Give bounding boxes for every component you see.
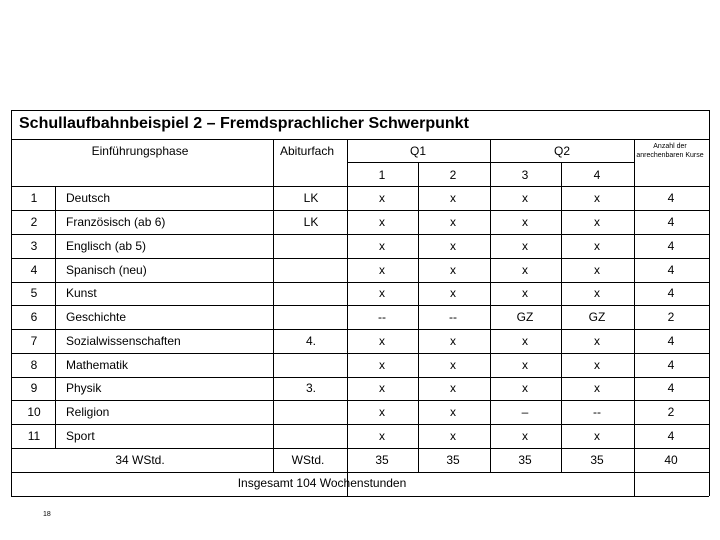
row-separator bbox=[11, 210, 709, 211]
semester-2-value: x bbox=[450, 334, 456, 348]
table-border-bottom bbox=[11, 496, 709, 497]
semester-3-value: x bbox=[522, 191, 528, 205]
header-abiturfach: Abiturfach bbox=[279, 144, 335, 158]
semester-3-value: x bbox=[522, 215, 528, 229]
semester-3-value: x bbox=[522, 286, 528, 300]
row-number: 10 bbox=[27, 405, 41, 419]
semester-2-value: x bbox=[450, 358, 456, 372]
abiturfach-value: LK bbox=[303, 191, 319, 205]
semester-1-value: x bbox=[379, 286, 385, 300]
subject-name: Sport bbox=[66, 429, 95, 443]
header-anzahl: Anzahl der anrechenbaren Kurse bbox=[636, 143, 704, 159]
subject-name: Physik bbox=[66, 381, 102, 395]
title-separator bbox=[11, 139, 709, 140]
footer-total: Insgesamt 104 Wochenstunden bbox=[237, 476, 407, 490]
semester-2-value: -- bbox=[449, 310, 457, 324]
semester-4-value: x bbox=[594, 191, 600, 205]
semester-4-value: x bbox=[594, 239, 600, 253]
row-separator bbox=[11, 424, 709, 425]
row-number: 7 bbox=[30, 334, 38, 348]
semester-1-value: x bbox=[379, 405, 385, 419]
semester-3-value: x bbox=[522, 429, 528, 443]
page-title: Schullaufbahnbeispiel 2 – Fremdsprachlicher Schwerpunkt bbox=[19, 115, 469, 132]
semester-2-value: x bbox=[450, 215, 456, 229]
semester-1-value: -- bbox=[378, 310, 386, 324]
abiturfach-value: LK bbox=[303, 215, 319, 229]
row-separator bbox=[11, 353, 709, 354]
subject-name: Sozialwissenschaften bbox=[66, 334, 181, 348]
semester-1-value: x bbox=[379, 358, 385, 372]
anzahl-value: 4 bbox=[667, 239, 675, 253]
row-number: 5 bbox=[30, 286, 38, 300]
row-separator bbox=[11, 258, 709, 259]
subject-name: Religion bbox=[66, 405, 110, 419]
anzahl-value: 4 bbox=[667, 191, 675, 205]
semester-4-value: GZ bbox=[588, 310, 606, 324]
anzahl-value: 4 bbox=[667, 215, 675, 229]
total-semester-2: 35 bbox=[446, 453, 460, 467]
subject-name: Spanisch (neu) bbox=[66, 263, 147, 277]
anzahl-value: 2 bbox=[667, 405, 675, 419]
anzahl-value: 2 bbox=[667, 310, 675, 324]
table-border-right bbox=[709, 110, 710, 496]
row-separator bbox=[11, 472, 709, 473]
row-number: 2 bbox=[30, 215, 38, 229]
total-anzahl: 40 bbox=[664, 453, 678, 467]
anzahl-value: 4 bbox=[667, 429, 675, 443]
total-einfuehrungsphase: 34 WStd. bbox=[115, 453, 165, 467]
total-semester-3: 35 bbox=[518, 453, 532, 467]
semester-2-value: x bbox=[450, 405, 456, 419]
semester-1-value: x bbox=[379, 263, 385, 277]
semester-4-value: x bbox=[594, 358, 600, 372]
header-semester-4: 4 bbox=[593, 168, 601, 182]
header-einfuehrungsphase: Einführungsphase bbox=[91, 144, 189, 158]
subject-name: Mathematik bbox=[66, 358, 129, 372]
semester-2-value: x bbox=[450, 191, 456, 205]
semester-2-value: x bbox=[450, 381, 456, 395]
row-separator bbox=[11, 234, 709, 235]
subject-name: Deutsch bbox=[66, 191, 111, 205]
semester-4-value: x bbox=[594, 334, 600, 348]
semester-1-value: x bbox=[379, 429, 385, 443]
semester-4-value: x bbox=[594, 286, 600, 300]
semester-3-value: x bbox=[522, 381, 528, 395]
semester-2-value: x bbox=[450, 263, 456, 277]
row-separator bbox=[11, 329, 709, 330]
abiturfach-value: 3. bbox=[305, 381, 317, 395]
semester-4-value: x bbox=[594, 263, 600, 277]
header-q1: Q1 bbox=[409, 144, 427, 158]
semester-2-value: x bbox=[450, 429, 456, 443]
table-border-top bbox=[11, 110, 709, 111]
row-separator bbox=[11, 448, 709, 449]
semester-4-value: x bbox=[594, 215, 600, 229]
semester-3-value: x bbox=[522, 239, 528, 253]
semester-1-value: x bbox=[379, 191, 385, 205]
subject-name: Englisch (ab 5) bbox=[66, 239, 147, 253]
column-separator bbox=[347, 139, 348, 496]
semester-1-value: x bbox=[379, 239, 385, 253]
row-separator bbox=[11, 186, 709, 187]
row-number: 1 bbox=[30, 191, 38, 205]
subject-name: Geschichte bbox=[66, 310, 127, 324]
table-border-left bbox=[11, 110, 12, 496]
row-number: 9 bbox=[30, 381, 38, 395]
semester-4-value: -- bbox=[593, 405, 601, 419]
header-q2: Q2 bbox=[553, 144, 571, 158]
total-semester-4: 35 bbox=[590, 453, 604, 467]
anzahl-value: 4 bbox=[667, 263, 675, 277]
row-number: 4 bbox=[30, 263, 38, 277]
anzahl-value: 4 bbox=[667, 334, 675, 348]
semester-1-value: x bbox=[379, 381, 385, 395]
semester-3-value: – bbox=[521, 405, 529, 419]
semester-1-value: x bbox=[379, 334, 385, 348]
row-number: 6 bbox=[30, 310, 38, 324]
total-semester-1: 35 bbox=[375, 453, 389, 467]
anzahl-value: 4 bbox=[667, 381, 675, 395]
row-separator bbox=[11, 400, 709, 401]
header-semester-2: 2 bbox=[449, 168, 457, 182]
row-number: 8 bbox=[30, 358, 38, 372]
semester-3-value: x bbox=[522, 263, 528, 277]
semester-1-value: x bbox=[379, 215, 385, 229]
semester-4-value: x bbox=[594, 381, 600, 395]
subject-name: Französisch (ab 6) bbox=[66, 215, 166, 229]
total-abiturfach: WStd. bbox=[291, 453, 325, 467]
row-number: 11 bbox=[27, 429, 41, 443]
page-number: 18 bbox=[43, 511, 51, 518]
abiturfach-value: 4. bbox=[305, 334, 317, 348]
header-semester-1: 1 bbox=[378, 168, 386, 182]
semester-3-value: x bbox=[522, 358, 528, 372]
anzahl-value: 4 bbox=[667, 358, 675, 372]
semester-3-value: x bbox=[522, 334, 528, 348]
semester-2-value: x bbox=[450, 286, 456, 300]
column-separator bbox=[490, 139, 491, 472]
anzahl-value: 4 bbox=[667, 286, 675, 300]
subject-name: Kunst bbox=[66, 286, 97, 300]
semester-4-value: x bbox=[594, 429, 600, 443]
row-separator bbox=[11, 305, 709, 306]
column-separator bbox=[55, 186, 56, 448]
column-separator bbox=[634, 139, 635, 496]
column-separator bbox=[273, 139, 274, 472]
row-separator bbox=[11, 282, 709, 283]
column-separator bbox=[418, 162, 419, 472]
header-semester-3: 3 bbox=[521, 168, 529, 182]
semester-3-value: GZ bbox=[516, 310, 534, 324]
row-separator bbox=[11, 377, 709, 378]
semester-2-value: x bbox=[450, 239, 456, 253]
column-separator bbox=[561, 162, 562, 472]
row-number: 3 bbox=[30, 239, 38, 253]
